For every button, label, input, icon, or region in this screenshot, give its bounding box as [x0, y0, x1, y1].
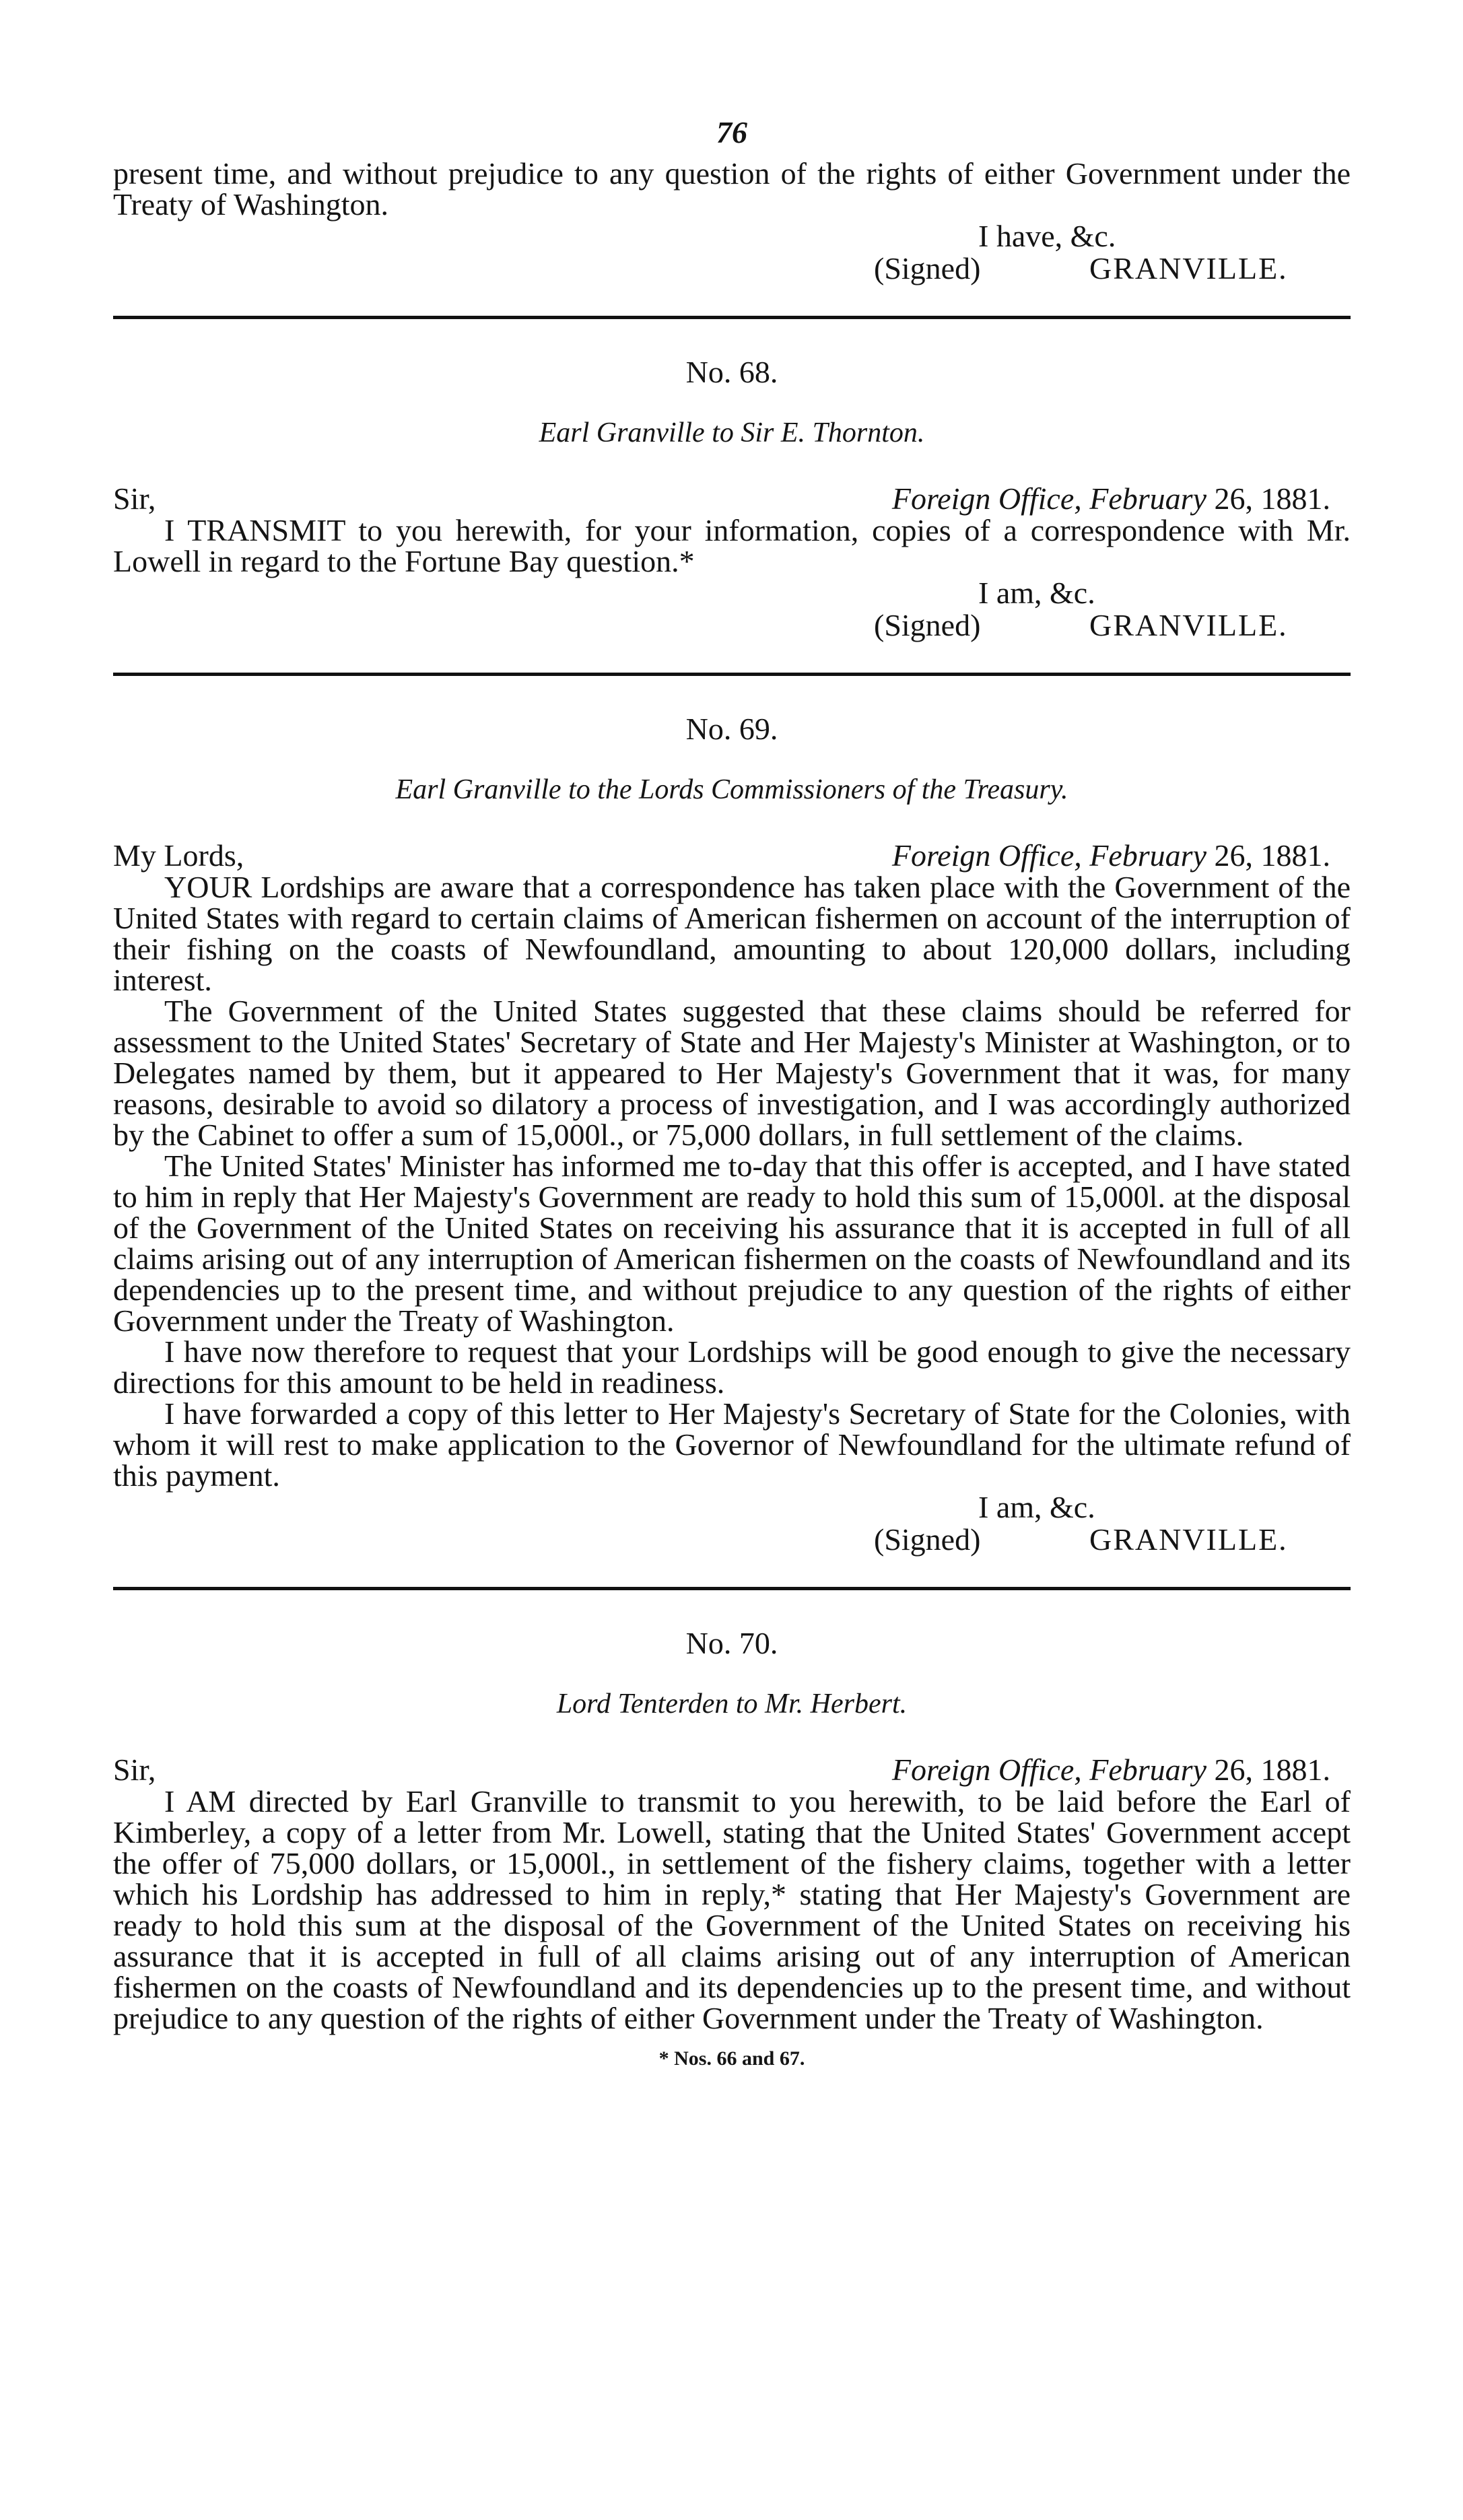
doc68-closing: I am, &c.	[978, 576, 1095, 610]
divider-rule	[113, 316, 1351, 319]
doc69-closing: I am, &c.	[978, 1490, 1095, 1524]
doc70-number: No. 70.	[685, 1626, 778, 1660]
doc68-body: I TRANSMIT to you herewith, for your information, copies of a correspondence with Mr. Lowell in regard to the Fortune Bay question.*	[113, 513, 1351, 578]
opening-signature-line	[113, 252, 1351, 285]
doc69-paragraph: I have now therefore to request that your Lordships will be good enough to give the necessary directions for this amount to be held in readiness.	[113, 1334, 1351, 1400]
doc69-paragraph: I have forwarded a copy of this letter to Her Majesty's Secretary of State for the Colonies, with whom it will rest to make application to the Governor of Newfoundland for the ultimate refund of this payment.	[113, 1396, 1351, 1493]
document-page	[113, 101, 1351, 2070]
doc68-signed: (Signed)	[874, 608, 981, 642]
opening-closing: I have, &c.	[978, 219, 1116, 253]
doc68-dateline	[892, 483, 1330, 515]
footnote: * Nos. 66 and 67.	[658, 2047, 805, 2070]
doc69-paragraph: The Government of the United States suggested that these claims should be referred for assessment to the United States' Secretary of State and Her Majesty's Minister at Washington, or to Delegates named by them, but it appeared to Her Majesty's Government that it was, for many reasons, desirable to avoid so dilatory a process of investigation, and I was accordingly authorized by the Cabinet to offer a sum of 15,000l., or 75,000 dollars, in full settlement of the claims.	[113, 994, 1351, 1152]
doc70-date: 26, 1881.	[1214, 1752, 1330, 1787]
doc68-number: No. 68.	[685, 355, 778, 389]
opening-signer: GRANVILLE.	[1089, 251, 1288, 285]
opening-signed: (Signed)	[874, 251, 981, 285]
doc68-heading: Earl Granville to Sir E. Thornton.	[539, 417, 925, 448]
doc70-heading: Lord Tenterden to Mr. Herbert.	[556, 1689, 908, 1719]
doc70-salutation-row	[113, 1754, 1351, 1786]
opening-paragraph: present time, and without prejudice to any question of the rights of either Government under the Treaty of Washington.	[113, 156, 1351, 222]
doc68-signature-line	[113, 609, 1351, 642]
doc68-date: 26, 1881.	[1214, 481, 1330, 516]
doc70-dateline	[892, 1754, 1330, 1786]
opening-closing-line	[113, 220, 1351, 252]
doc70-body: I AM directed by Earl Granville to transmit to you herewith, to be laid before the Earl of Kimberley, a copy of a letter from Mr. Lowell, stating that the United States' Government accept the offer of 75,000 dollars, or 15,000l., in settlement of the fishery claims, together with a letter which his Lordship has addressed to him in reply,* stating that Her Majesty's Government are ready to hold this sum at the disposal of the Government of the United States on receiving his assurance that it is accepted in full of all claims arising out of any interruption of American fishermen on the coasts of Newfoundland and its dependencies up to the present time, and without prejudice to any question of the rights of either Government under the Treaty of Washington.	[113, 1784, 1351, 2035]
doc69-paragraph: The United States' Minister has informed me to-day that this offer is accepted, and I have stated to him in reply that Her Majesty's Government are ready to hold this sum of 15,000l. at the disposal of the Government of the United States on receiving his assurance that it is accepted in full of all claims arising out of any interruption of American fishermen on the coasts of Newfoundland and its dependencies up to the present time, and without prejudice to any question of the rights of either Government under the Treaty of Washington.	[113, 1149, 1351, 1338]
divider-rule	[113, 1587, 1351, 1590]
doc69-place: Foreign Office, February	[891, 838, 1206, 873]
doc69-date: 26, 1881.	[1214, 838, 1330, 873]
page-number: 76	[716, 115, 747, 149]
doc68-closing-line	[113, 577, 1351, 609]
doc69-heading: Earl Granville to the Lords Commissioners of the Treasury.	[395, 774, 1068, 805]
doc70-place: Foreign Office, February	[891, 1752, 1206, 1787]
doc68-signer: GRANVILLE.	[1089, 608, 1288, 642]
doc68-salutation: Sir,	[113, 481, 156, 516]
doc69-paragraph: YOUR Lordships are aware that a correspondence has taken place with the Government of the United States with regard to certain claims of American fishermen on account of the interruption of their fishing on the coasts of Newfoundland, amounting to about 120,000 dollars, including interest.	[113, 870, 1351, 997]
doc69-number: No. 69.	[685, 712, 778, 746]
doc69-signed: (Signed)	[874, 1522, 981, 1557]
doc69-salutation-row	[113, 840, 1351, 872]
doc69-salutation: My Lords,	[113, 838, 244, 873]
doc69-signer: GRANVILLE.	[1089, 1522, 1288, 1557]
doc68-salutation-row	[113, 483, 1351, 515]
doc69-signature-line	[113, 1524, 1351, 1556]
divider-rule	[113, 673, 1351, 676]
doc70-salutation: Sir,	[113, 1752, 156, 1787]
doc68-place: Foreign Office, February	[891, 481, 1206, 516]
doc69-closing-line	[113, 1491, 1351, 1524]
doc69-dateline	[892, 840, 1330, 872]
